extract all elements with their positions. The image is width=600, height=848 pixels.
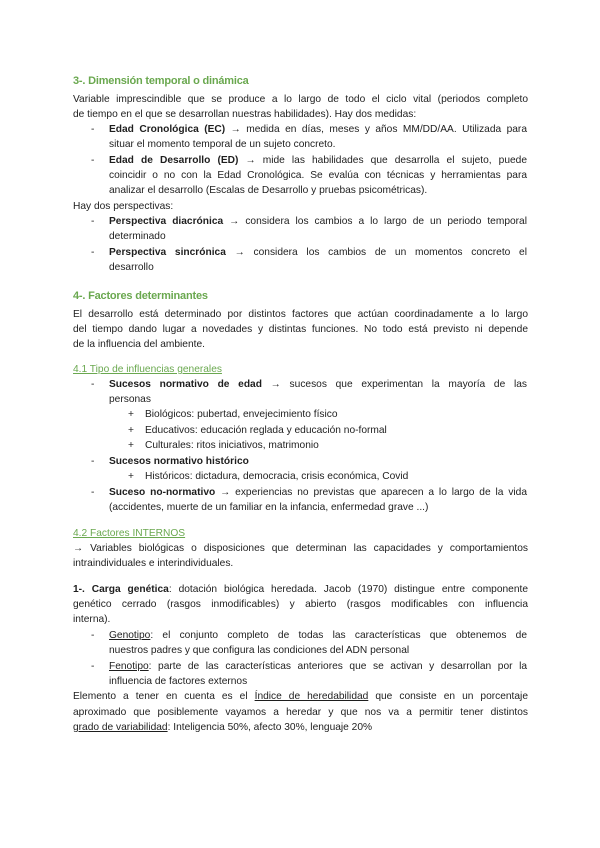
item-text: que consiste en un porcentaje [368, 691, 528, 702]
item-text: Elemento a tener en cuenta es el [73, 691, 255, 702]
term-ec: Edad Cronológica (EC) [109, 124, 226, 135]
list-item-line: analizar el desarrollo (Escalas de Desarrollo y pruebas psicométricas). [109, 185, 428, 196]
item-text: → medida en días, meses y años MM/DD/AA. Utilizada para [225, 124, 527, 135]
item-text: : parte de las características anteriores que se activan y desarrollan por la [148, 661, 527, 672]
subsection-4-1-heading: 4.1 Tipo de influencias generales [73, 364, 222, 375]
item-text: → experiencias no previstas que aparecen a lo largo de la vida [215, 487, 528, 498]
paragraph-line: genético cerrado (rasgos inmodificables) y abierto (rasgos modificables con influencia [73, 599, 528, 610]
dash-bullet: - [91, 247, 95, 258]
list-item-line: nuestros padres y que configura las condiciones del ADN personal [109, 645, 410, 656]
list-item-line: situar el momento temporal de un sujeto concreto. [109, 139, 336, 150]
paragraph-line: del tiempo dando lugar a novedades y distintas funciones. No todo está previsto ni depende [73, 324, 528, 335]
paragraph-line: → Variables biológicas o disposiciones que determinan las capacidades y comportamientos [73, 543, 528, 554]
list-item-line: coincidir o no con la Edad Cronológica. Se evalúa con técnicas y herramientas para [109, 170, 527, 181]
term-diacronica: Perspectiva diacrónica [109, 216, 224, 227]
carga-genetica-line [73, 582, 528, 597]
term-normativo-historico: Sucesos normativo histórico [109, 456, 249, 467]
paragraph-line: de tiempo en el que se desarrollan nuestras habilidades). Hay dos medidas: [73, 109, 417, 120]
item-text: → considera los cambios de un momentos concreto el [225, 247, 527, 258]
term-carga-genetica: 1-. Carga genética [73, 584, 169, 595]
dash-bullet: - [91, 216, 95, 227]
dash-bullet: - [91, 379, 95, 390]
dash-bullet: - [91, 155, 95, 166]
list-item-genotipo [109, 628, 527, 643]
paragraph-line: intraindividuales e interindividuales. [73, 558, 234, 569]
list-item-line: personas [109, 394, 151, 405]
list-item-normativo-historico [109, 454, 527, 469]
section-4-heading: 4-. Factores determinantes [73, 290, 208, 302]
subsection-4-2-heading: 4.2 Factores INTERNOS [73, 528, 186, 539]
dash-bullet: - [91, 456, 95, 467]
dash-bullet: - [91, 630, 95, 641]
plus-bullet: + [128, 471, 134, 482]
term-indice-heredabilidad: Índice de heredabilidad [254, 691, 369, 702]
list-item-diacronica [109, 214, 527, 229]
item-text: : el conjunto completo de todas las características que obtenemos de [150, 630, 527, 641]
item-text: → considera los cambios a lo largo de un periodo temporal [223, 216, 527, 227]
item-text: → mide las habilidades que desarrolla el sujeto, puede [238, 155, 527, 166]
term-fenotipo: Fenotipo [109, 661, 149, 672]
item-text: → sucesos que experimentan la mayoría de las [261, 379, 527, 390]
heredabilidad-line-3 [73, 720, 528, 735]
list-item-fenotipo [109, 659, 527, 674]
term-grado-variabilidad: grado de variabilidad [73, 722, 168, 733]
dash-bullet: - [91, 487, 95, 498]
term-normativo-edad: Sucesos normativo de edad [109, 379, 262, 390]
item-text: : dotación biológica heredada. Jacob (1970) distingue entre componente [168, 584, 529, 595]
list-item-line: influencia de factores externos [109, 676, 248, 687]
plus-bullet: + [128, 425, 134, 436]
paragraph-line: El desarrollo está determinado por distintos factores que actúan coordinadamente a lo largo [73, 309, 528, 320]
sub-item: Históricos: dictadura, democracia, crisis económica, Covid [145, 471, 409, 482]
list-item-line: (accidentes, muerte de un familiar en la infancia, enfermedad grave ...) [109, 502, 429, 513]
section-3-heading: 3-. Dimensión temporal o dinámica [73, 75, 249, 87]
sub-item: Educativos: educación reglada y educación no-formal [145, 425, 387, 436]
paragraph-line: de la influencia del ambiente. [73, 339, 205, 350]
heredabilidad-line [73, 689, 528, 704]
sub-item: Culturales: ritos iniciativos, matrimonio [145, 440, 319, 451]
paragraph-line: Variable imprescindible que se produce a lo largo de todo el ciclo vital (periodos completo [73, 94, 528, 105]
list-item-ec [109, 122, 527, 137]
term-ed: Edad de Desarrollo (ED) [109, 155, 239, 166]
dash-bullet: - [91, 124, 95, 135]
sub-item: Biológicos: pubertad, envejecimiento físico [145, 409, 338, 420]
plus-bullet: + [128, 440, 134, 451]
term-sincronica: Perspectiva sincrónica [109, 247, 226, 258]
list-item-sincronica [109, 245, 527, 260]
list-item-no-normativo [109, 485, 527, 500]
list-item-line: determinado [109, 231, 166, 242]
term-no-normativo: Suceso no-normativo [109, 487, 216, 498]
list-item-line: desarrollo [109, 262, 154, 273]
term-genotipo: Genotipo [109, 630, 151, 641]
paragraph-line: interna). [73, 614, 111, 625]
plus-bullet: + [128, 409, 134, 420]
list-item-normativo-edad [109, 377, 527, 392]
item-text: : Inteligencia 50%, afecto 30%, lenguaje 20% [167, 722, 373, 733]
list-item-ed [109, 153, 527, 168]
paragraph-line: aproximado que posiblemente vayamos a heredar y que nos va a permitir tener distintos [73, 707, 528, 718]
paragraph-line: Hay dos perspectivas: [73, 201, 174, 212]
dash-bullet: - [91, 661, 95, 672]
